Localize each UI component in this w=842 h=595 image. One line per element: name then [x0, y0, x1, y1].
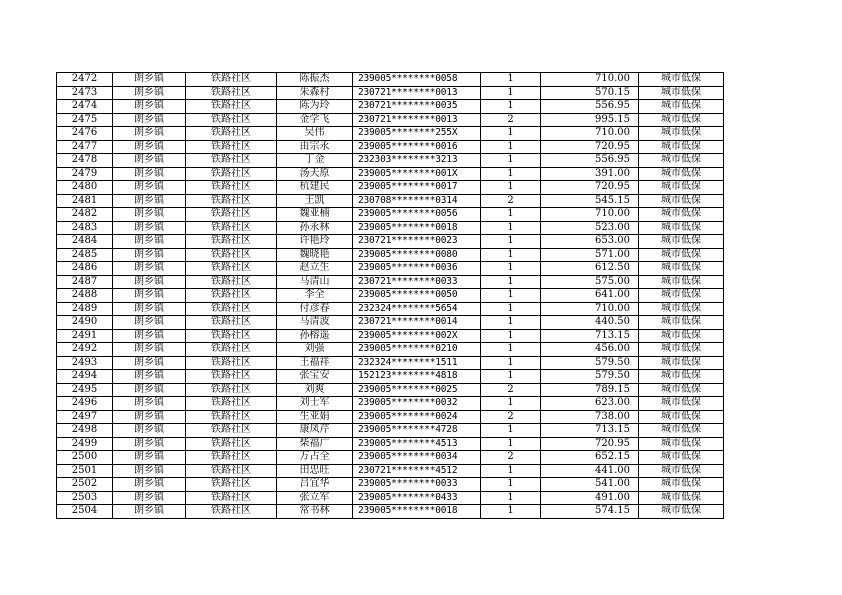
row-number-cell: 2482: [57, 208, 113, 222]
row-number-cell: 2500: [57, 451, 113, 465]
name-cell: 柴福广: [277, 437, 353, 451]
community-cell: 铁路社区: [186, 208, 277, 222]
community-cell: 铁路社区: [186, 140, 277, 154]
assistance-type-cell: 城市低保: [639, 316, 724, 330]
table-row: [57, 194, 724, 208]
name-cell: 万占全: [277, 451, 353, 465]
name-cell: 杭建民: [277, 181, 353, 195]
name-cell: 吕宜华: [277, 478, 353, 492]
assistance-type-cell: 城市低保: [639, 208, 724, 222]
household-count-cell: 2: [481, 410, 541, 424]
town-cell: 朗乡镇: [113, 356, 186, 370]
table-row: [57, 491, 724, 505]
household-count-cell: 1: [481, 464, 541, 478]
table-row: [57, 113, 724, 127]
town-cell: 朗乡镇: [113, 370, 186, 384]
household-count-cell: 1: [481, 356, 541, 370]
table-body: [57, 73, 724, 519]
name-cell: 魏晓艳: [277, 248, 353, 262]
assistance-type-cell: 城市低保: [639, 329, 724, 343]
town-cell: 朗乡镇: [113, 437, 186, 451]
table-row: [57, 127, 724, 141]
row-number-cell: 2488: [57, 289, 113, 303]
amount-cell: 720.95: [541, 437, 639, 451]
table-row: [57, 221, 724, 235]
community-cell: 铁路社区: [186, 370, 277, 384]
id-number-cell: 239005********0032: [353, 397, 481, 411]
amount-cell: 713.15: [541, 329, 639, 343]
table-row: [57, 464, 724, 478]
amount-cell: 789.15: [541, 383, 639, 397]
table-row: [57, 235, 724, 249]
row-number-cell: 2502: [57, 478, 113, 492]
row-number-cell: 2486: [57, 262, 113, 276]
community-cell: 铁路社区: [186, 356, 277, 370]
name-cell: 付彦春: [277, 302, 353, 316]
name-cell: 吴伟: [277, 127, 353, 141]
id-number-cell: 239005********0018: [353, 221, 481, 235]
household-count-cell: 1: [481, 343, 541, 357]
community-cell: 铁路社区: [186, 86, 277, 100]
id-number-cell: 239005********0025: [353, 383, 481, 397]
household-count-cell: 1: [481, 478, 541, 492]
amount-cell: 491.00: [541, 491, 639, 505]
community-cell: 铁路社区: [186, 262, 277, 276]
household-count-cell: 1: [481, 491, 541, 505]
row-number-cell: 2503: [57, 491, 113, 505]
table-row: [57, 181, 724, 195]
household-count-cell: 1: [481, 73, 541, 87]
amount-cell: 441.00: [541, 464, 639, 478]
row-number-cell: 2504: [57, 505, 113, 519]
assistance-type-cell: 城市低保: [639, 221, 724, 235]
row-number-cell: 2489: [57, 302, 113, 316]
assistance-type-cell: 城市低保: [639, 181, 724, 195]
table-row: [57, 275, 724, 289]
community-cell: 铁路社区: [186, 221, 277, 235]
amount-cell: 523.00: [541, 221, 639, 235]
household-count-cell: 2: [481, 451, 541, 465]
assistance-type-cell: 城市低保: [639, 140, 724, 154]
household-count-cell: 1: [481, 329, 541, 343]
table-row: [57, 167, 724, 181]
assistance-type-cell: 城市低保: [639, 356, 724, 370]
id-number-cell: 239005********0433: [353, 491, 481, 505]
table-row: [57, 437, 724, 451]
amount-cell: 556.95: [541, 100, 639, 114]
community-cell: 铁路社区: [186, 424, 277, 438]
town-cell: 朗乡镇: [113, 343, 186, 357]
name-cell: 马清波: [277, 316, 353, 330]
assistance-type-cell: 城市低保: [639, 437, 724, 451]
assistance-type-cell: 城市低保: [639, 194, 724, 208]
town-cell: 朗乡镇: [113, 235, 186, 249]
name-cell: 刘强: [277, 343, 353, 357]
amount-cell: 720.95: [541, 140, 639, 154]
id-number-cell: 232303********3213: [353, 154, 481, 168]
name-cell: 刘士军: [277, 397, 353, 411]
community-cell: 铁路社区: [186, 194, 277, 208]
amount-cell: 579.50: [541, 370, 639, 384]
community-cell: 铁路社区: [186, 289, 277, 303]
assistance-type-cell: 城市低保: [639, 343, 724, 357]
community-cell: 铁路社区: [186, 397, 277, 411]
id-number-cell: 239005********0016: [353, 140, 481, 154]
id-number-cell: 152123********4818: [353, 370, 481, 384]
assistance-type-cell: 城市低保: [639, 248, 724, 262]
assistance-type-cell: 城市低保: [639, 100, 724, 114]
town-cell: 朗乡镇: [113, 410, 186, 424]
amount-cell: 541.00: [541, 478, 639, 492]
row-number-cell: 2490: [57, 316, 113, 330]
amount-cell: 579.50: [541, 356, 639, 370]
name-cell: 由宗永: [277, 140, 353, 154]
assistance-type-cell: 城市低保: [639, 451, 724, 465]
table-row: [57, 208, 724, 222]
town-cell: 朗乡镇: [113, 383, 186, 397]
row-number-cell: 2478: [57, 154, 113, 168]
community-cell: 铁路社区: [186, 478, 277, 492]
row-number-cell: 2499: [57, 437, 113, 451]
id-number-cell: 239005********0017: [353, 181, 481, 195]
town-cell: 朗乡镇: [113, 181, 186, 195]
household-count-cell: 2: [481, 383, 541, 397]
id-number-cell: 239005********4513: [353, 437, 481, 451]
name-cell: 丁金: [277, 154, 353, 168]
row-number-cell: 2474: [57, 100, 113, 114]
name-cell: 张立军: [277, 491, 353, 505]
amount-cell: 995.15: [541, 113, 639, 127]
assistance-type-cell: 城市低保: [639, 262, 724, 276]
household-count-cell: 1: [481, 289, 541, 303]
name-cell: 生亚娟: [277, 410, 353, 424]
id-number-cell: 232324********1511: [353, 356, 481, 370]
name-cell: 康凤芹: [277, 424, 353, 438]
amount-cell: 570.15: [541, 86, 639, 100]
household-count-cell: 1: [481, 154, 541, 168]
community-cell: 铁路社区: [186, 437, 277, 451]
household-count-cell: 1: [481, 424, 541, 438]
row-number-cell: 2487: [57, 275, 113, 289]
assistance-type-cell: 城市低保: [639, 424, 724, 438]
row-number-cell: 2475: [57, 113, 113, 127]
id-number-cell: 230721********4512: [353, 464, 481, 478]
id-number-cell: 239005********0210: [353, 343, 481, 357]
name-cell: 孙永林: [277, 221, 353, 235]
community-cell: 铁路社区: [186, 181, 277, 195]
town-cell: 朗乡镇: [113, 424, 186, 438]
town-cell: 朗乡镇: [113, 451, 186, 465]
town-cell: 朗乡镇: [113, 221, 186, 235]
community-cell: 铁路社区: [186, 73, 277, 87]
id-number-cell: 230721********0035: [353, 100, 481, 114]
table-row: [57, 370, 724, 384]
household-count-cell: 1: [481, 505, 541, 519]
id-number-cell: 230721********0013: [353, 86, 481, 100]
community-cell: 铁路社区: [186, 505, 277, 519]
id-number-cell: 239005********4728: [353, 424, 481, 438]
assistance-type-cell: 城市低保: [639, 167, 724, 181]
community-cell: 铁路社区: [186, 302, 277, 316]
community-cell: 铁路社区: [186, 275, 277, 289]
community-cell: 铁路社区: [186, 451, 277, 465]
assistance-type-cell: 城市低保: [639, 154, 724, 168]
table-row: [57, 329, 724, 343]
table-row: [57, 316, 724, 330]
household-count-cell: 1: [481, 235, 541, 249]
town-cell: 朗乡镇: [113, 491, 186, 505]
row-number-cell: 2497: [57, 410, 113, 424]
assistance-type-cell: 城市低保: [639, 505, 724, 519]
table-row: [57, 248, 724, 262]
id-number-cell: 232324********5654: [353, 302, 481, 316]
name-cell: 刘爽: [277, 383, 353, 397]
household-count-cell: 1: [481, 316, 541, 330]
household-count-cell: 1: [481, 302, 541, 316]
amount-cell: 652.15: [541, 451, 639, 465]
assistance-type-cell: 城市低保: [639, 86, 724, 100]
town-cell: 朗乡镇: [113, 140, 186, 154]
row-number-cell: 2496: [57, 397, 113, 411]
community-cell: 铁路社区: [186, 235, 277, 249]
community-cell: 铁路社区: [186, 383, 277, 397]
row-number-cell: 2477: [57, 140, 113, 154]
row-number-cell: 2491: [57, 329, 113, 343]
amount-cell: 710.00: [541, 73, 639, 87]
amount-cell: 391.00: [541, 167, 639, 181]
amount-cell: 710.00: [541, 208, 639, 222]
name-cell: 张宝安: [277, 370, 353, 384]
name-cell: 王凯: [277, 194, 353, 208]
assistance-type-cell: 城市低保: [639, 113, 724, 127]
table-row: [57, 478, 724, 492]
name-cell: 田忠旺: [277, 464, 353, 478]
id-number-cell: 230721********0023: [353, 235, 481, 249]
household-count-cell: 1: [481, 86, 541, 100]
name-cell: 马清山: [277, 275, 353, 289]
name-cell: 金学飞: [277, 113, 353, 127]
town-cell: 朗乡镇: [113, 113, 186, 127]
amount-cell: 653.00: [541, 235, 639, 249]
id-number-cell: 239005********0056: [353, 208, 481, 222]
household-count-cell: 1: [481, 275, 541, 289]
community-cell: 铁路社区: [186, 167, 277, 181]
id-number-cell: 239005********0080: [353, 248, 481, 262]
row-number-cell: 2480: [57, 181, 113, 195]
assistance-type-cell: 城市低保: [639, 464, 724, 478]
town-cell: 朗乡镇: [113, 167, 186, 181]
community-cell: 铁路社区: [186, 154, 277, 168]
row-number-cell: 2485: [57, 248, 113, 262]
community-cell: 铁路社区: [186, 316, 277, 330]
assistance-type-cell: 城市低保: [639, 370, 724, 384]
id-number-cell: 239005********255X: [353, 127, 481, 141]
community-cell: 铁路社区: [186, 410, 277, 424]
amount-cell: 710.00: [541, 302, 639, 316]
town-cell: 朗乡镇: [113, 464, 186, 478]
town-cell: 朗乡镇: [113, 86, 186, 100]
table-row: [57, 140, 724, 154]
community-cell: 铁路社区: [186, 113, 277, 127]
row-number-cell: 2481: [57, 194, 113, 208]
amount-cell: 571.00: [541, 248, 639, 262]
household-count-cell: 1: [481, 437, 541, 451]
household-count-cell: 1: [481, 262, 541, 276]
household-count-cell: 2: [481, 113, 541, 127]
community-cell: 铁路社区: [186, 464, 277, 478]
household-count-cell: 1: [481, 221, 541, 235]
table-row: [57, 505, 724, 519]
name-cell: 李全: [277, 289, 353, 303]
row-number-cell: 2498: [57, 424, 113, 438]
assistance-type-cell: 城市低保: [639, 383, 724, 397]
amount-cell: 440.50: [541, 316, 639, 330]
town-cell: 朗乡镇: [113, 194, 186, 208]
town-cell: 朗乡镇: [113, 397, 186, 411]
table-row: [57, 451, 724, 465]
row-number-cell: 2476: [57, 127, 113, 141]
town-cell: 朗乡镇: [113, 154, 186, 168]
table-row: [57, 356, 724, 370]
amount-cell: 713.15: [541, 424, 639, 438]
household-count-cell: 1: [481, 140, 541, 154]
table-row: [57, 100, 724, 114]
row-number-cell: 2483: [57, 221, 113, 235]
amount-cell: 456.00: [541, 343, 639, 357]
assistance-type-cell: 城市低保: [639, 289, 724, 303]
id-number-cell: 239005********0050: [353, 289, 481, 303]
row-number-cell: 2495: [57, 383, 113, 397]
amount-cell: 720.95: [541, 181, 639, 195]
amount-cell: 710.00: [541, 127, 639, 141]
id-number-cell: 239005********0058: [353, 73, 481, 87]
community-cell: 铁路社区: [186, 127, 277, 141]
name-cell: 陈振杰: [277, 73, 353, 87]
assistance-type-cell: 城市低保: [639, 127, 724, 141]
household-count-cell: 1: [481, 127, 541, 141]
assistance-type-cell: 城市低保: [639, 410, 724, 424]
table-row: [57, 262, 724, 276]
community-cell: 铁路社区: [186, 329, 277, 343]
row-number-cell: 2501: [57, 464, 113, 478]
household-count-cell: 1: [481, 167, 541, 181]
row-number-cell: 2472: [57, 73, 113, 87]
amount-cell: 641.00: [541, 289, 639, 303]
table-row: [57, 424, 724, 438]
name-cell: 许艳玲: [277, 235, 353, 249]
table-row: [57, 289, 724, 303]
table-row: [57, 410, 724, 424]
amount-cell: 623.00: [541, 397, 639, 411]
table-row: [57, 343, 724, 357]
name-cell: 朱森村: [277, 86, 353, 100]
amount-cell: 556.95: [541, 154, 639, 168]
id-number-cell: 239005********0034: [353, 451, 481, 465]
assistance-type-cell: 城市低保: [639, 478, 724, 492]
table-row: [57, 86, 724, 100]
subsidy-table: [56, 72, 724, 519]
id-number-cell: 239005********001X: [353, 167, 481, 181]
id-number-cell: 239005********0036: [353, 262, 481, 276]
assistance-type-cell: 城市低保: [639, 302, 724, 316]
row-number-cell: 2484: [57, 235, 113, 249]
amount-cell: 545.15: [541, 194, 639, 208]
assistance-type-cell: 城市低保: [639, 73, 724, 87]
table-row: [57, 397, 724, 411]
household-count-cell: 1: [481, 397, 541, 411]
town-cell: 朗乡镇: [113, 73, 186, 87]
id-number-cell: 230721********0013: [353, 113, 481, 127]
amount-cell: 612.50: [541, 262, 639, 276]
town-cell: 朗乡镇: [113, 275, 186, 289]
town-cell: 朗乡镇: [113, 289, 186, 303]
town-cell: 朗乡镇: [113, 127, 186, 141]
table-row: [57, 383, 724, 397]
id-number-cell: 230721********0014: [353, 316, 481, 330]
household-count-cell: 1: [481, 181, 541, 195]
town-cell: 朗乡镇: [113, 316, 186, 330]
household-count-cell: 1: [481, 208, 541, 222]
town-cell: 朗乡镇: [113, 478, 186, 492]
community-cell: 铁路社区: [186, 100, 277, 114]
table-row: [57, 73, 724, 87]
town-cell: 朗乡镇: [113, 208, 186, 222]
amount-cell: 574.15: [541, 505, 639, 519]
id-number-cell: 239005********0033: [353, 478, 481, 492]
town-cell: 朗乡镇: [113, 248, 186, 262]
household-count-cell: 2: [481, 194, 541, 208]
name-cell: 赵立生: [277, 262, 353, 276]
town-cell: 朗乡镇: [113, 100, 186, 114]
row-number-cell: 2493: [57, 356, 113, 370]
assistance-type-cell: 城市低保: [639, 491, 724, 505]
community-cell: 铁路社区: [186, 343, 277, 357]
assistance-type-cell: 城市低保: [639, 235, 724, 249]
id-number-cell: 230721********0033: [353, 275, 481, 289]
name-cell: 孙榕遥: [277, 329, 353, 343]
name-cell: 魏亚楠: [277, 208, 353, 222]
community-cell: 铁路社区: [186, 248, 277, 262]
id-number-cell: 239005********0024: [353, 410, 481, 424]
town-cell: 朗乡镇: [113, 302, 186, 316]
row-number-cell: 2473: [57, 86, 113, 100]
household-count-cell: 1: [481, 370, 541, 384]
town-cell: 朗乡镇: [113, 329, 186, 343]
id-number-cell: 230708********0314: [353, 194, 481, 208]
household-count-cell: 1: [481, 248, 541, 262]
name-cell: 汤天原: [277, 167, 353, 181]
assistance-type-cell: 城市低保: [639, 397, 724, 411]
row-number-cell: 2492: [57, 343, 113, 357]
name-cell: 常书林: [277, 505, 353, 519]
id-number-cell: 239005********002X: [353, 329, 481, 343]
id-number-cell: 239005********0018: [353, 505, 481, 519]
name-cell: 王福祥: [277, 356, 353, 370]
household-count-cell: 1: [481, 100, 541, 114]
community-cell: 铁路社区: [186, 491, 277, 505]
amount-cell: 738.00: [541, 410, 639, 424]
amount-cell: 575.00: [541, 275, 639, 289]
row-number-cell: 2494: [57, 370, 113, 384]
name-cell: 陈为玲: [277, 100, 353, 114]
table-row: [57, 302, 724, 316]
row-number-cell: 2479: [57, 167, 113, 181]
town-cell: 朗乡镇: [113, 505, 186, 519]
table-row: [57, 154, 724, 168]
assistance-type-cell: 城市低保: [639, 275, 724, 289]
town-cell: 朗乡镇: [113, 262, 186, 276]
